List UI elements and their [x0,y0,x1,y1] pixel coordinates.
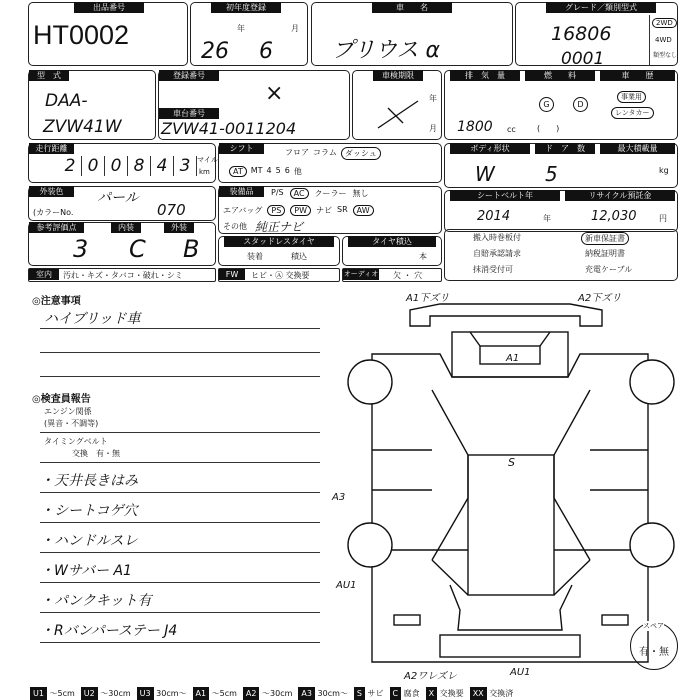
displacement-box [444,70,678,140]
equip-item: 無し [352,189,369,198]
equip-other-label: その他 [223,222,247,231]
tire-label: タイヤ積込 [348,236,436,247]
class-code: 0001 [561,49,605,69]
grade-box [515,2,678,69]
mark-left: A3 [332,492,346,503]
shift-option: AT [229,166,247,177]
engine-label: エンジン関係 [44,407,92,416]
reg-no-box [158,70,350,140]
recycle-label: リサイクル預託金 [565,190,675,201]
model-box [28,70,156,140]
notes-line: ハイブリッド車 [44,311,141,327]
mileage-digit: 3 [174,156,197,176]
report-line: ・天井長きはみ [40,473,138,489]
fuel-g: G [539,97,554,112]
engine-sub: (異音・不調等) [44,419,99,428]
reg-no-value: × [265,81,284,106]
notes-title: ◎注意事項 [32,296,81,307]
shift-option: 5 [275,166,281,175]
first-reg-label: 初年度登録 [211,2,281,13]
legend-item [137,687,187,700]
mileage-label: 走行距離 [29,143,74,154]
model-line1: DAA- [45,91,88,111]
color-value: パール [97,190,139,206]
legend-value: ～5cm [209,689,237,698]
mileage-km: km [199,168,210,176]
history-opt1: 事業用 [617,91,646,103]
shift-options-2 [229,166,302,177]
mileage-digit: 2 [59,156,82,176]
mark-left-rear: AU1 [336,580,357,591]
legend-key: C [390,687,402,700]
drive-2wd: 2WD [652,18,677,28]
lot-number: HT0002 [33,20,130,50]
doc-4: 新車保証書 [581,232,629,245]
equip-item: PW [290,205,311,216]
shift-option: コラム [313,148,337,157]
belt-sub: 交換 有・無 [72,449,120,458]
shift-label: シフト [219,143,264,154]
legend-value: ～30cm [97,689,131,698]
history-label: 車 歴 [600,70,675,81]
report-rule [40,582,320,583]
grade-label: グレード／類別型式 [546,2,656,13]
report-rule [40,552,320,553]
legend-item [298,687,347,700]
history-opt2: レンタカー [611,107,654,119]
doc-2: 自賠承認請求 [473,249,521,258]
chassis-value: ZVW41-0011204 [161,119,297,138]
shift-box [218,143,442,183]
drive-none: 類型なし [653,52,678,59]
spare-value: 有・無 [639,647,669,658]
color-label: 外装色 [29,186,74,197]
chassis-label: 車台番号 [159,108,219,119]
vehicle-name: プリウス α [332,38,440,63]
door-label: ド ア 数 [535,143,595,154]
year-unit: 年 [237,24,245,33]
fuel-label: 燃 料 [525,70,595,81]
report-line: ・パンクキット有 [40,593,152,609]
doc-5: 納税証明書 [585,249,625,258]
belt-label: タイミングベルト [44,437,108,446]
legend-key: S [354,687,365,700]
legend-key: X [426,687,437,700]
legend [30,687,700,700]
report-rule [40,642,320,643]
fw-label: FW [219,269,245,280]
displacement-unit: cc [507,125,516,134]
shaken-label: 車検期限 [373,70,423,81]
tire-box [342,236,442,266]
legend-value: ～5cm [46,689,75,698]
legend-value: 30cm～ [314,689,348,698]
color-box [28,186,216,221]
interior-cond-box [28,268,216,282]
mark-front: A1下ズリ [406,293,450,304]
equip-item: エアバッグ [223,206,263,215]
legend-item [81,687,131,700]
shaken-year: 年 [429,94,437,103]
recycle-unit: 円 [659,214,667,223]
fw-box [218,268,340,282]
equip-item: SR [337,205,348,214]
mileage-digit: 8 [128,156,151,176]
shaken-cross [373,93,423,133]
legend-key: U1 [30,687,47,700]
report-rule [40,522,320,523]
mark-rear2: AU1 [510,667,531,678]
seatbelt-unit: 年 [543,214,551,223]
model-label: 型 式 [29,70,69,81]
shift-option: ダッシュ [341,147,381,160]
legend-value: 交換要 [437,689,464,698]
legend-key: U2 [81,687,98,700]
equip-item: AC [290,188,309,199]
report-line: ・Wサバー A1 [40,563,132,579]
mileage-unit: マイル [197,156,218,164]
interior-label: 内装 [111,222,141,233]
legend-item [30,687,75,700]
report-line: ・ハンドルスレ [40,533,138,549]
legend-item [426,687,464,700]
report-rule [40,492,320,493]
audio-opts: 欠 ・ 穴 [393,271,423,280]
recycle-value: 12,030 [591,209,637,224]
interior-value: C [129,235,146,263]
equip-label: 装備品 [219,186,264,197]
score-label: 参考評価点 [29,222,84,233]
shift-option: フロア [285,148,309,157]
body-value: W [475,162,495,186]
legend-value: 30cm～ [153,689,187,698]
doc-3: 抹消受付可 [473,265,513,274]
equip-item: AW [353,205,374,216]
vehicle-label: 車 名 [372,2,452,13]
interior-cond: 汚れ・キズ・タバコ・破れ・シミ [63,271,183,280]
shift-option: 4 [266,166,272,175]
studless-opt1: 装着 [247,252,263,261]
equip-row2 [223,205,374,216]
first-reg-box [190,2,308,66]
spare-label: スペア [643,622,664,630]
mileage-digit: 4 [151,156,174,176]
legend-key: U3 [137,687,154,700]
fw-opts: ヒビ・Ⓐ 交換要 [251,271,310,280]
report-line: ・Rバンパーステー J4 [40,623,178,639]
legend-value: ～30cm [259,689,293,698]
equip-item: ナビ [316,206,333,215]
report-rule [40,612,320,613]
door-value: 5 [545,162,558,186]
mark-hood: A1 [506,353,520,364]
reg-year: 26 [201,39,229,64]
exterior-label: 外装 [164,222,194,233]
equip-row1 [271,188,369,199]
legend-value: 腐食 [401,689,420,698]
shift-options-1 [285,147,381,160]
equip-item: P/S [271,188,284,197]
mark-rear: A2ワレズレ [404,671,457,682]
mark-front2: A2下ズリ [578,293,622,304]
report-line: ・シートコゲ穴 [40,503,138,519]
capacity-label: 最大積載量 [600,143,675,154]
equip-other-value: 純正ナビ [255,220,304,234]
legend-value: 交換済 [486,689,514,698]
mark-roof: S [508,456,515,469]
month-unit: 月 [291,24,299,33]
reg-month: 6 [259,39,273,64]
mileage-digits [59,156,197,176]
legend-item [354,687,384,700]
score-value: 3 [73,235,89,263]
seatbelt-label: シートベルト年 [450,190,560,201]
shaken-box [352,70,442,140]
seatbelt-value: 2014 [477,209,511,224]
legend-key: XX [470,687,487,700]
fuel-paren: ( ) [537,124,560,133]
legend-item [470,687,514,700]
displacement-value: 1800 [457,119,493,135]
vehicle-box [311,2,513,66]
lot-label: 出品番号 [74,2,144,13]
mileage-box [28,143,216,183]
color-code-label: (カラーNo. [33,208,74,217]
body-label: ボディ形状 [450,143,530,154]
inspector-title: ◎検査員報告 [32,394,91,405]
shift-option: 他 [293,167,302,176]
legend-key: A1 [193,687,210,700]
model-line2: ZVW41W [43,117,122,137]
studless-box [218,236,340,266]
doc-1: 搬入時巻板付 [473,233,521,242]
legend-item [390,687,420,700]
audio-box [342,268,442,282]
grade-code: 16806 [551,23,612,45]
shaken-month: 月 [429,124,437,133]
mileage-digit: 0 [82,156,105,176]
studless-opt2: 積込 [291,252,307,261]
docs-box [444,229,678,281]
legend-item [193,687,237,700]
doc-6: 充電ケーブル [585,265,633,274]
car-diagram [340,290,690,685]
mileage-digit: 0 [105,156,128,176]
displacement-label: 排 気 量 [450,70,520,81]
legend-key: A3 [298,687,315,700]
shift-option: 6 [284,166,290,175]
tire-value: 本 [419,252,427,261]
fuel-d: D [573,97,588,112]
legend-item [243,687,292,700]
legend-value: サビ [364,689,384,698]
audio-label: オーディオ [343,270,379,278]
legend-key: A2 [243,687,260,700]
shift-option: MT [250,166,263,175]
body-box [444,143,678,188]
spare-circle [630,622,678,670]
equip-item: PS [267,205,285,216]
exterior-value: B [183,235,200,263]
interior-cond-label: 室内 [29,269,59,280]
seatbelt-box [444,190,678,232]
score-box [28,222,216,266]
equip-item: クーラー [314,189,347,198]
equip-box [218,186,442,234]
reg-no-label: 登録番号 [159,70,219,81]
drive-4wd: 4WD [655,36,672,44]
capacity-unit: kg [659,166,669,175]
lot-box [28,2,188,66]
color-code: 070 [157,201,186,219]
studless-label: スタッドレスタイヤ [224,236,334,247]
